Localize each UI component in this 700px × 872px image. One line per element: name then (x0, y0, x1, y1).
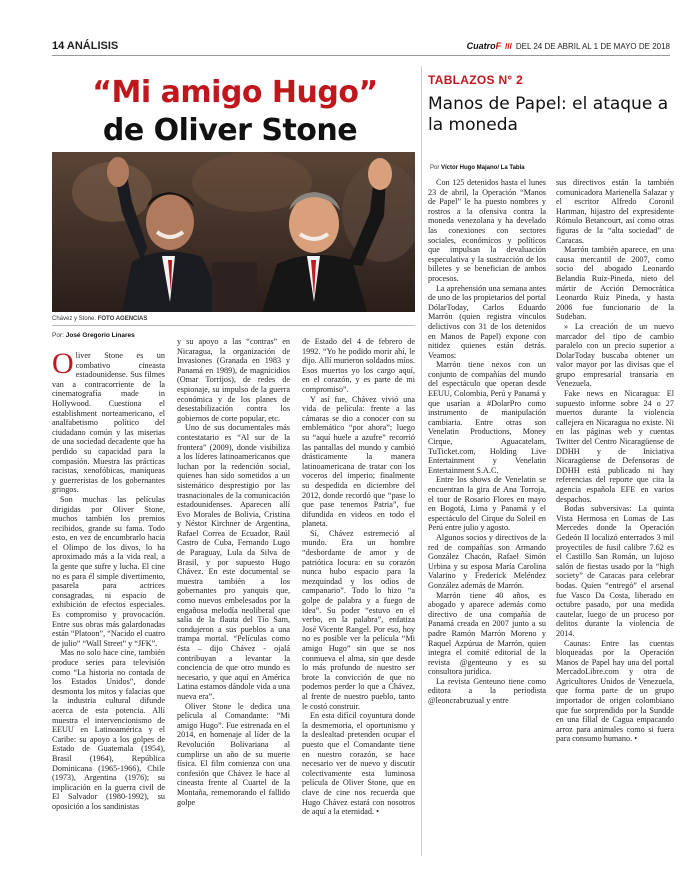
side-column-2 (556, 178, 674, 853)
paragraph: y su apoyo a las “contras” en Nicaragua, la organización de Invasiones (Granada en 1983 y Panamá en 1989), de magnicidios (Omar Torrijos), de redes de espionaje, su impulso de la guerra económica y de los planes de desestabilización contra los gobiernos de corte popular, etc. (177, 337, 290, 423)
paragraph: Algunos socios y directivos de la red de compañías son Armando González Chacón, Rafael Simón Urbina y su esposa María Carolina Valarino y Frederick Meléndez González además de Marrón. (428, 532, 546, 590)
side-author: Víctor Hugo Majano/ La Tabla (441, 165, 525, 171)
side-kicker: TABLAZOS N° 2 (428, 73, 524, 87)
paragraph: liver Stone es un combativo cineasta estadounidense. Sus filmes van a contracorriente de la cinematografía made in Hollywood. Cuestiona el establishment norteamericano, el analfabetismo político del ciudadano común y las miserias de una sociedad decadente que ha perdido su capacidad para la compasión. Muestra las prácticas racistas, xenofóbicas, maniqueas y guerreristas de los gobernantes gringos. (52, 351, 165, 495)
side-byline: Por Víctor Hugo Majano/ La Tabla (430, 165, 525, 171)
side-headline: Manos de Papel: el ataque a la moneda (428, 94, 669, 135)
paragraph: Entre los shows de Venelatin se encuentran la gira de Ana Torroja, el tour de Rosario Flores en mayo en Bogotá, Lima y Panamá y el espectáculo del Cirque du Soleil en Perú entre julio y agosto. (428, 475, 546, 533)
main-column-2 (177, 337, 290, 851)
paragraph: Fake news en Nicaragua: El supuesto informe sobre 24 o 27 muertos durante la violencia callejera en Nicaragua no existe. Ni en las páginas web y cuentas Twitter del Centro Nicaragüense de DDHH y de Iniciativa Nicaragüense de Defensoras de DDHH está publicado ni hay referencias del reporte que cita la agencia española EFE en varios despachos. (556, 389, 674, 504)
paragraph: Caunas: Entre las cuentas bloqueadas por la Operación Manos de Papel hay una del portal MercadoLibre.com y otra de Agricultores Unidos de Venezuela, que forma parte de un grupo importador de origen colombiano que fue sorprendido por la Sundde en una filial de Cagua empacando arroz para animales como si fuera para consumo humano. • (556, 638, 674, 744)
photo-illustration (52, 152, 415, 312)
paragraph: La aprehensión una semana antes de uno de los propietarios del portal DólarToday, Carlos Eduardo Marrón (quien registra vínculos delictivos con 31 de los detenidos en Manos de Papel) expone con nitidez quienes están detrás. Veamos: (428, 283, 546, 360)
article-title-line1: “Mi amigo Hugo” (92, 75, 378, 110)
paragraph: de Estado del 4 de febrero de 1992. “Yo he podido morir ahí, le dijo. Allí murieron soldados míos. Esos muertos yo los cargo aquí, en el corazón, y es parte de mi compromiso”. (302, 337, 415, 394)
paragraph: Y así fue, Chávez vivió una vida de película: frente a las cámaras se dio a conocer con su emblemático “por ahora”; luego su “aquí huele a azufre” recorrió las pantallas del mundo y cambió drásticamente la manera latinoamericana de tratar con los voceros del imperio; finalmente su despedida en diciembre del 2012, donde recordó que “pase lo que pase tenemos Patria”, fue difundida en videos en todo el planeta. (302, 394, 415, 529)
paragraph: Con 125 detenidos hasta el lunes 23 de abril, la Operación “Manos de Papel” le ha puesto nombres y rostros a la ofensiva contra la moneda venezolana y ha develado las conexiones con sectores sociales, económicos y políticos que impulsan la devaluación especulativa y la sustracción de los billetes y se benefician de ambos procesos. (428, 178, 546, 283)
photo-caption (52, 316, 147, 322)
side-column-1 (428, 178, 546, 853)
photo-credit: FOTO AGENCIAS (97, 316, 148, 322)
paragraph: Bodas subversivas: La quinta Vista Hermosa en Lomas de Las Mercedes donde la Operación Gedeón II localizó enterrados 3 mil proyectiles de fusil calibre 7.62 es el Castillo San Román, un lujoso salón de fiestas usado por la “high society” de Caracas para celebrar bodas. Quien “entregó” el arsenal fue Vasco Da Costa, liberado en octubre pasado, por una medida cautelar, luego de un proceso por delitos durante la violencia de 2014. (556, 504, 674, 638)
section-name: ANÁLISIS (66, 40, 119, 52)
page-number: 14 (52, 40, 65, 52)
dropcap: O (52, 351, 74, 380)
paragraph: Oliver Stone le dedica una película al Comandante: “Mi amigo Hugo”. Fue estrenada en el 2014, en homenaje al líder de la Revolución Bolivariana al cumplirse un año de su muerte física. El film comienza con una confesión que Chávez le hace al cineasta frente al Cuartel de la Montaña, rememorando el fallido golpe (177, 701, 290, 807)
section-header (52, 40, 118, 52)
slashes-icon: /// (505, 41, 512, 51)
main-byline: Por: José Gregorio Linares (52, 332, 135, 339)
main-column-3 (302, 337, 415, 851)
paragraph: Son muchas las películas dirigidas por Oliver Stone, muchos también los premios recibidos, grande su fama. Todo esto, en vez de encumbrarlo hacia el Olimpo de los divos, lo ha aproximado más a la vida real, a la gente que sufre y lucha. El cine no es para él simple divertimento, pasarela para actrices consagradas, ni espacio de exhibición de efectos especiales. Es compromiso y provocación. Entre sus obras más galardonadas están “Platoon”, “Nacido el cuatro de julio” “Wall Street” y “JFK”. (52, 494, 165, 648)
publication-logo: CuatroF (466, 41, 502, 51)
main-column-1 (52, 351, 165, 851)
paragraph: Marrón tiene 40 años, es abogado y aparece además como directivo de una compañía de Panamá creada en 2007 junto a su padre Ramón Marrón Moreno y Raquel Azpúrua de Marrón, quien integra el comité editorial de la revista @genteuno y es su consultora jurídica. (428, 590, 546, 677)
main-author: José Gregorio Linares (65, 332, 135, 339)
paragraph: La revista Genteuno tiene como editora a la periodista @leoncrabruzual y entre (428, 676, 546, 706)
paragraph: Mas no solo hace cine, también produce series para televisión como “La historia no contada de los Estados Unidos”, donde desmonta los mitos y falacias que la industria cultural difunde acerca de esta potencia. Allí muestra el intervencionismo de EEUU en Latinoamérica y el Caribe: su apoyo a los golpes de Estado de Guatemala (1954), Brasil (1964), República Dominicana (1965-1966), Chile (1973), Argentina (1976); su implicación en la guerra civil de El Salvador (1980-1992), su oposición a los sandinistas (52, 648, 165, 811)
article-photo (52, 152, 415, 312)
paragraph: En esta difícil coyuntura donde la desmemoria, el oportunismo y la deslealtad pretenden ocupar el puesto que el Comandante tiene en nuestro corazón, se hace necesario ver de nuevo y discutir colectivamente esta luminosa película de Oliver Stone, que en clave de cine nos recuerda que Hugo Chávez estará con nosotros de aquí a la eternidad. • (302, 711, 415, 817)
paragraph: Marrón tiene nexos con un conjunto de compañías del mundo del espectáculo que operan desde EEUU, Colombia, Perú y Panamá y que usarían a #DolarPro como instrumento de manipulación cambiaria. Entre otras son Venelatin Productions, Money Cirque, Aguacatelam, TuTicket.com, Holding Live Entertainment y Venelatin Entertainment S.A.C. (428, 360, 546, 475)
paragraph: » La creación de un nuevo marcador del tipo de cambio paralelo con un precio superior a DolarToday buscaba obtener un valor mayor por las divisas que el grupo empresarial transaría en Venezuela. (556, 321, 674, 389)
paragraph: sus directivos están la también comunicadora Marienella Salazar y el escritor Alfredo Coronil Hartman, hijastro del expresidente Rómulo Betancourt, así como otras figuras de la “alta sociedad” de Caracas. (556, 178, 674, 245)
caption-rule (52, 325, 415, 326)
header-rule (52, 55, 670, 56)
paragraph: Sí, Chávez estremeció al mundo. Era un hombre “desbordante de amor y de patriótica locura: en su corazón nunca hubo espacio para la mezquindad y los odios de campanario”. Todo lo hizo “a golpe de palabra y a fuego de idea”. Su poder “estuvo en el verbo, en la palabra”, enfatiza José Vicente Rangel. Por eso, hoy no es posible ver la película “Mi amigo Hugo” sin que se nos conmueva el alma, sin que desde lo más profundo de nuestro ser brote la convicción de que no podemos perder lo que a Chávez, al frente de nuestro pueblo, tanto le costó construir. (302, 528, 415, 711)
caption-text: Chávez y Stone. (52, 316, 97, 322)
article-title-line2: de Oliver Stone (102, 113, 358, 148)
column-divider (421, 66, 422, 856)
masthead-date (467, 41, 670, 51)
issue-date: DEL 24 DE ABRIL AL 1 DE MAYO DE 2018 (515, 41, 670, 51)
paragraph: Marrón también aparece, en una causa mercantil de 2007, como socio del abogado Leonardo Belandia Ruiz-Pineda, nieto del mártir de Acción Democrática Leonardo Ruiz Pineda, y hasta 2006 fue funcionario de la Sudeban. (556, 245, 674, 322)
paragraph: Uno de sus documentales más contestatario es “Al sur de la frontera” (2009), donde visibiliza a los líderes latinoamericanos que luchan por la redención social, quienes han sido sometidos a un sistemático desprestigio por las trasnacionales de la comunicación estadounidenses. Aparecen allí Evo Morales de Bolivia, Cristina y Néstor Kirchner de Argentina, Rafael Correa de Ecuador, Raúl Castro de Cuba, Fernando Lugo de Paraguay, Lula da Silva de Brasil, y por supuesto Hugo Chávez. En este documental se muestra también a los gobernantes pro yanquis que, como nuevos embelesados por la engañosa melodía neoliberal que salía de la flauta del Tío Sam, condujeron a sus pueblos a una trampa mortal. “Películas como ésta – dijo Chávez - ojalá contribuyan a levantar la conciencia de que otro mundo es necesario, y que aquí en América Latina estamos dándole vida a una nueva era”. (177, 423, 290, 701)
